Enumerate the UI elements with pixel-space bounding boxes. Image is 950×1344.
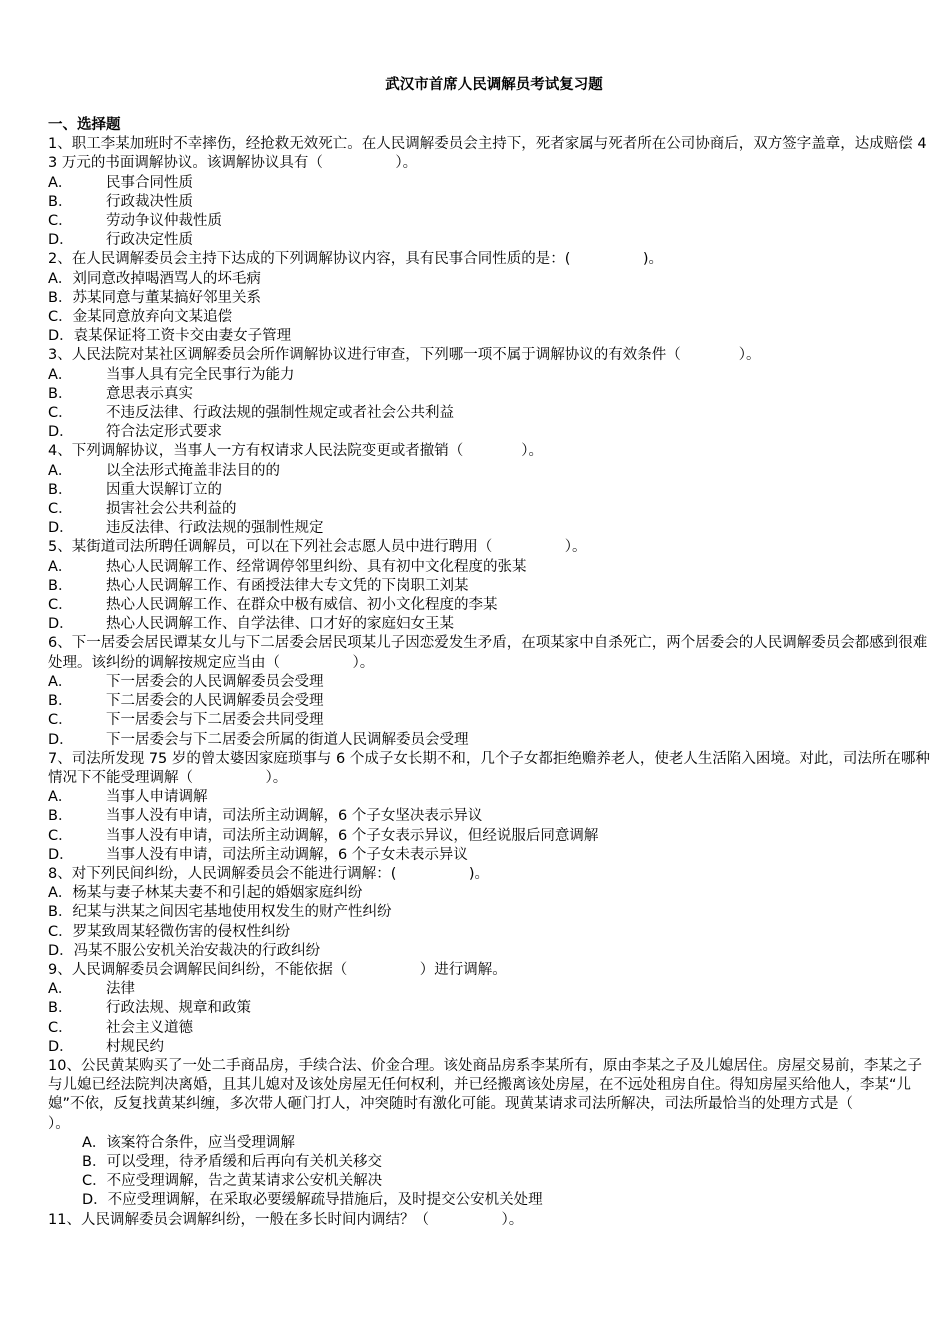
- question-text: 1、职工李某加班时不幸摔伤，经抢救无效死亡。在人民调解委员会主持下，死者家属与死者所在公司协商后，双方签字盖章，达成赔偿 43 万元的书面调解协议。该调解协议具有（ ）。: [48, 136, 927, 172]
- option-label: C．: [48, 827, 73, 844]
- answer-option: [48, 231, 932, 250]
- question-text: 5、某街道司法所聘任调解员，可以在下列社会志愿人员中进行聘用（ ）。: [48, 539, 587, 556]
- option-text: 损害社会公共利益的: [106, 501, 237, 518]
- answer-option: [48, 884, 932, 903]
- option-text: 行政裁决性质: [106, 193, 193, 210]
- option-label: A．: [48, 981, 73, 998]
- option-text: 苏某同意与董某搞好邻里关系: [72, 289, 261, 306]
- option-label: C．: [48, 712, 73, 729]
- answer-option: [48, 711, 932, 730]
- answer-option: [48, 731, 932, 750]
- option-text: 罗某致周某轻微伤害的侵权性纠纷: [72, 923, 291, 940]
- option-text: 民事合同性质: [106, 174, 193, 191]
- question-text: 10、公民黄某购买了一处二手商品房，手续合法、价金合理。该处商品房系李某所有，原由李某之子及儿媳居住。房屋交易前，李某之子与儿媳已经法院判决离婚，且其儿媳对及该处房屋无任何权利，并已经搬离该处房屋，在不远处租房自住。得知房屋买给他人，李某“儿媳”不依，反复找黄某纠缠，多次带人砸门打人，冲突随时有激化可能。现黄某请求司法所解决，司法所最恰当的处理方式是（ ）。: [48, 1057, 926, 1132]
- answer-option: [48, 846, 932, 865]
- answer-option: [48, 289, 932, 308]
- answer-option: [48, 519, 932, 538]
- option-label: D．: [82, 1192, 108, 1209]
- answer-option: [48, 423, 932, 442]
- option-text: 当事人没有申请，司法所主动调解，6 个子女未表示异议: [106, 846, 468, 863]
- option-text: 可以受理，待矛盾缓和后再向有关机关移交: [106, 1153, 382, 1170]
- option-label: C．: [48, 405, 73, 422]
- option-text: 违反法律、行政法规的强制性规定: [106, 520, 324, 537]
- question-text: 3、人民法院对某社区调解委员会所作调解协议进行审查，下列哪一项不属于调解协议的有效条件（ ）。: [48, 347, 761, 364]
- option-text: 热心人民调解工作、在群众中极有威信、初小文化程度的李某: [106, 597, 498, 614]
- option-label: C．: [48, 923, 73, 940]
- option-text: 热心人民调解工作、经常调停邻里纠纷、具有初中文化程度的张某: [106, 558, 527, 575]
- option-text: 村规民约: [106, 1038, 164, 1055]
- option-text: 下一居委会与下二居委会共同受理: [106, 712, 324, 729]
- option-text: 纪某与洪某之间因宅基地使用权发生的财产性纠纷: [72, 904, 392, 921]
- option-text: 冯某不服公安机关治安裁决的行政纠纷: [73, 942, 321, 959]
- option-label: D．: [48, 328, 74, 345]
- option-label: C．: [48, 597, 73, 614]
- answer-option: [48, 385, 932, 404]
- option-label: D．: [48, 616, 74, 633]
- option-label: A．: [48, 885, 73, 902]
- answer-option: [48, 500, 932, 519]
- question-text: 8、对下列民间纠纷，人民调解委员会不能进行调解：( )。: [48, 865, 490, 882]
- answer-option: [48, 577, 932, 596]
- option-label: B．: [48, 577, 73, 594]
- option-text: 袁某保证将工资卡交由妻女子管理: [73, 328, 292, 345]
- option-text: 下二居委会的人民调解委员会受理: [106, 693, 324, 710]
- answer-option: [48, 980, 932, 999]
- option-text: 劳动争议仲裁性质: [106, 213, 222, 230]
- option-label: D．: [48, 942, 74, 959]
- answer-option: [48, 1019, 932, 1038]
- option-label: D．: [48, 731, 74, 748]
- section-heading: 一、选择题: [48, 117, 121, 133]
- question-text: 4、下列调解协议，当事人一方有权请求人民法院变更或者撤销（ ）。: [48, 443, 543, 460]
- answer-option: [48, 615, 932, 634]
- answer-option: [48, 1191, 932, 1210]
- option-label: C．: [48, 213, 73, 230]
- answer-option: [48, 1038, 932, 1057]
- option-label: D．: [48, 232, 74, 249]
- option-text: 热心人民调解工作、有函授法律大专文凭的下岗职工刘某: [106, 577, 469, 594]
- option-label: A．: [48, 366, 73, 383]
- option-label: B．: [48, 481, 73, 498]
- option-text: 下一居委会的人民调解委员会受理: [106, 673, 324, 690]
- answer-option: [48, 788, 932, 807]
- option-label: C．: [48, 309, 73, 326]
- option-label: B．: [48, 693, 73, 710]
- question-text: 9、人民调解委员会调解民间纠纷，不能依据（ ）进行调解。: [48, 961, 507, 978]
- option-label: A．: [82, 1134, 107, 1151]
- option-text: 该案符合条件，应当受理调解: [106, 1134, 295, 1151]
- answer-option: [48, 1172, 932, 1191]
- option-text: 行政法规、规章和政策: [106, 1000, 251, 1017]
- option-text: 刘同意改掉喝酒骂人的坏毛病: [72, 270, 261, 287]
- option-label: C．: [48, 501, 73, 518]
- document-page: [48, 76, 932, 1230]
- option-label: D．: [48, 1038, 74, 1055]
- option-text: 金某同意放弃向文某追偿: [72, 309, 233, 326]
- option-label: B．: [48, 193, 73, 210]
- option-text: 下一居委会与下二居委会所属的街道人民调解委员会受理: [106, 731, 469, 748]
- answer-option: [48, 327, 932, 346]
- option-label: D．: [48, 846, 74, 863]
- question-list: [48, 135, 932, 1230]
- option-text: 不应受理调解，在采取必要缓解疏导措施后，及时提交公安机关处理: [107, 1192, 543, 1209]
- answer-option: [48, 481, 932, 500]
- option-label: A．: [48, 462, 73, 479]
- option-label: B．: [82, 1153, 107, 1170]
- option-text: 不违反法律、行政法规的强制性规定或者社会公共利益: [106, 405, 454, 422]
- answer-option: [48, 308, 932, 327]
- answer-option: [48, 903, 932, 922]
- answer-option: [48, 366, 932, 385]
- answer-option: [48, 807, 932, 826]
- option-text: 当事人没有申请，司法所主动调解，6 个子女坚决表示异议: [106, 808, 483, 825]
- question-text: 7、司法所发现 75 岁的曾太婆因家庭琐事与 6 个成子女长期不和，几个子女都拒绝赡养老人，使老人生活陷入困境。对此，司法所在哪种情况下不能受理调解（ ）。: [48, 750, 930, 786]
- answer-option: [48, 942, 932, 961]
- answer-option: [48, 270, 932, 289]
- answer-option: [48, 923, 932, 942]
- option-text: 当事人申请调解: [106, 789, 208, 806]
- question-text: 6、下一居委会居民谭某女儿与下二居委会居民项某儿子因恋爱发生矛盾，在项某家中自杀死亡，两个居委会的人民调解委员会都感到很难处理。该纠纷的调解按规定应当由（ ）。: [48, 635, 928, 671]
- option-text: 符合法定形式要求: [106, 424, 222, 441]
- document-title: 武汉市首席人民调解员考试复习题: [385, 77, 603, 93]
- answer-option: [48, 404, 932, 423]
- option-text: 杨某与妻子林某夫妻不和引起的婚姻家庭纠纷: [72, 885, 363, 902]
- answer-option: [48, 673, 932, 692]
- answer-option: [48, 1153, 932, 1172]
- option-label: B．: [48, 808, 73, 825]
- option-text: 意思表示真实: [106, 385, 193, 402]
- answer-option: [48, 596, 932, 615]
- option-label: C．: [48, 1019, 73, 1036]
- option-label: A．: [48, 174, 73, 191]
- answer-option: [48, 558, 932, 577]
- option-text: 法律: [106, 981, 135, 998]
- option-text: 社会主义道德: [106, 1019, 193, 1036]
- option-label: A．: [48, 270, 73, 287]
- answer-option: [48, 999, 932, 1018]
- answer-option: [48, 212, 932, 231]
- option-text: 因重大误解订立的: [106, 481, 222, 498]
- answer-option: [48, 193, 932, 212]
- answer-option: [48, 174, 932, 193]
- option-label: B．: [48, 385, 73, 402]
- option-text: 当事人没有申请，司法所主动调解，6 个子女表示异议，但经说服后同意调解: [106, 827, 599, 844]
- option-label: B．: [48, 1000, 73, 1017]
- option-label: D．: [48, 424, 74, 441]
- option-label: B．: [48, 904, 73, 921]
- option-label: A．: [48, 673, 73, 690]
- option-text: 不应受理调解，告之黄某请求公安机关解决: [106, 1173, 383, 1190]
- option-label: A．: [48, 558, 73, 575]
- question-text: 11、人民调解委员会调解纠纷，一般在多长时间内调结？（ ）。: [48, 1211, 524, 1228]
- option-label: C．: [82, 1173, 107, 1190]
- option-label: A．: [48, 789, 73, 806]
- option-text: 以全法形式掩盖非法目的的: [106, 462, 280, 479]
- answer-option: [48, 692, 932, 711]
- question-text: 2、在人民调解委员会主持下达成的下列调解协议内容，具有民事合同性质的是：( )。: [48, 251, 664, 268]
- option-text: 当事人具有完全民事行为能力: [106, 366, 295, 383]
- option-text: 行政决定性质: [106, 232, 193, 249]
- option-label: D．: [48, 520, 74, 537]
- answer-option: [48, 1134, 932, 1153]
- option-label: B．: [48, 289, 73, 306]
- answer-option: [48, 462, 932, 481]
- answer-option: [48, 827, 932, 846]
- option-text: 热心人民调解工作、自学法律、口才好的家庭妇女王某: [106, 616, 454, 633]
